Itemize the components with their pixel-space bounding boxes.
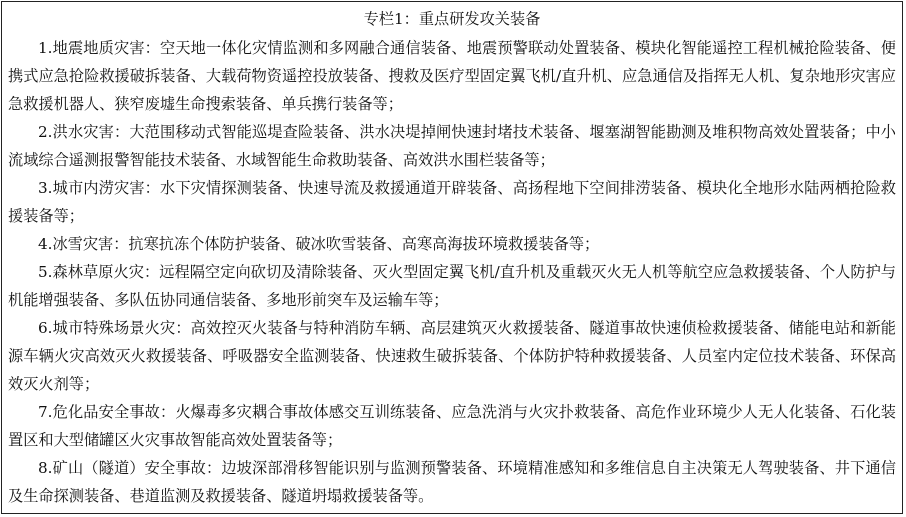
list-item [8, 454, 896, 510]
feature-box [1, 1, 903, 514]
item-text: 7.危化品安全事故：火爆毒多灾耦合事故体感交互训练装备、应急洗消与火灾扑救装备、高危作业环境少人无人化装备、石化装置区和大型储罐区火灾事故智能高效处置装备等； [8, 403, 896, 449]
item-text: 8.矿山（隧道）安全事故：边坡深部滑移智能识别与监测预警装备、环境精准感知和多维信息自主决策无人驾驶装备、井下通信及生命探测装备、巷道监测及救援装备、隧道坍塌救援装备等。 [8, 459, 896, 505]
item-text: 2.洪水灾害：大范围移动式智能巡堤查险装备、洪水决堤掉闸快速封堵技术装备、堰塞湖智能勘测及堆积物高效处置装备；中小流域综合遥测报警智能技术装备、水域智能生命救助装备、高效洪水围栏装备等； [8, 123, 896, 169]
list-item [8, 230, 896, 258]
list-item [8, 174, 896, 230]
item-text: 5.森林草原火灾：远程隔空定向砍切及清除装备、灭火型固定翼飞机/直升机及重载灭火无人机等航空应急救援装备、个人防护与机能增强装备、多队伍协同通信装备、多地形前突车及运输车等； [8, 263, 896, 309]
list-item [8, 118, 896, 174]
item-text: 6.城市特殊场景火灾：高效控灭火装备与特种消防车辆、高层建筑灭火救援装备、隧道事故快速侦检救援装备、储能电站和新能源车辆火灾高效灭火救援装备、呼吸器安全监测装备、快速救生破拆装备、个体防护特种救援装备、人员室内定位技术装备、环保高效灭火剂等； [8, 319, 896, 393]
box-title: 专栏1：重点研发攻关装备 [363, 10, 541, 28]
item-text: 4.冰雪灾害：抗寒抗冻个体防护装备、破冰吹雪装备、高寒高海拔环境救援装备等； [38, 235, 600, 253]
list-item [8, 314, 896, 398]
item-text: 3.城市内涝灾害：水下灾情探测装备、快速导流及救援通道开辟装备、高扬程地下空间排涝装备、模块化全地形水陆两栖抢险救援装备等； [8, 179, 896, 225]
list-item [8, 398, 896, 454]
list-item [8, 34, 896, 118]
list-item [8, 258, 896, 314]
item-text: 1.地震地质灾害：空天地一体化灾情监测和多网融合通信装备、地震预警联动处置装备、模块化智能遥控工程机械抢险装备、便携式应急抢险救援破拆装备、大载荷物资遥控投放装备、搜救及医疗型固定翼飞机/直升机、应急通信及指挥无人机、复杂地形灾害应急救援机器人、狭窄废墟生命搜索装备、单兵携行装备等； [8, 39, 896, 113]
